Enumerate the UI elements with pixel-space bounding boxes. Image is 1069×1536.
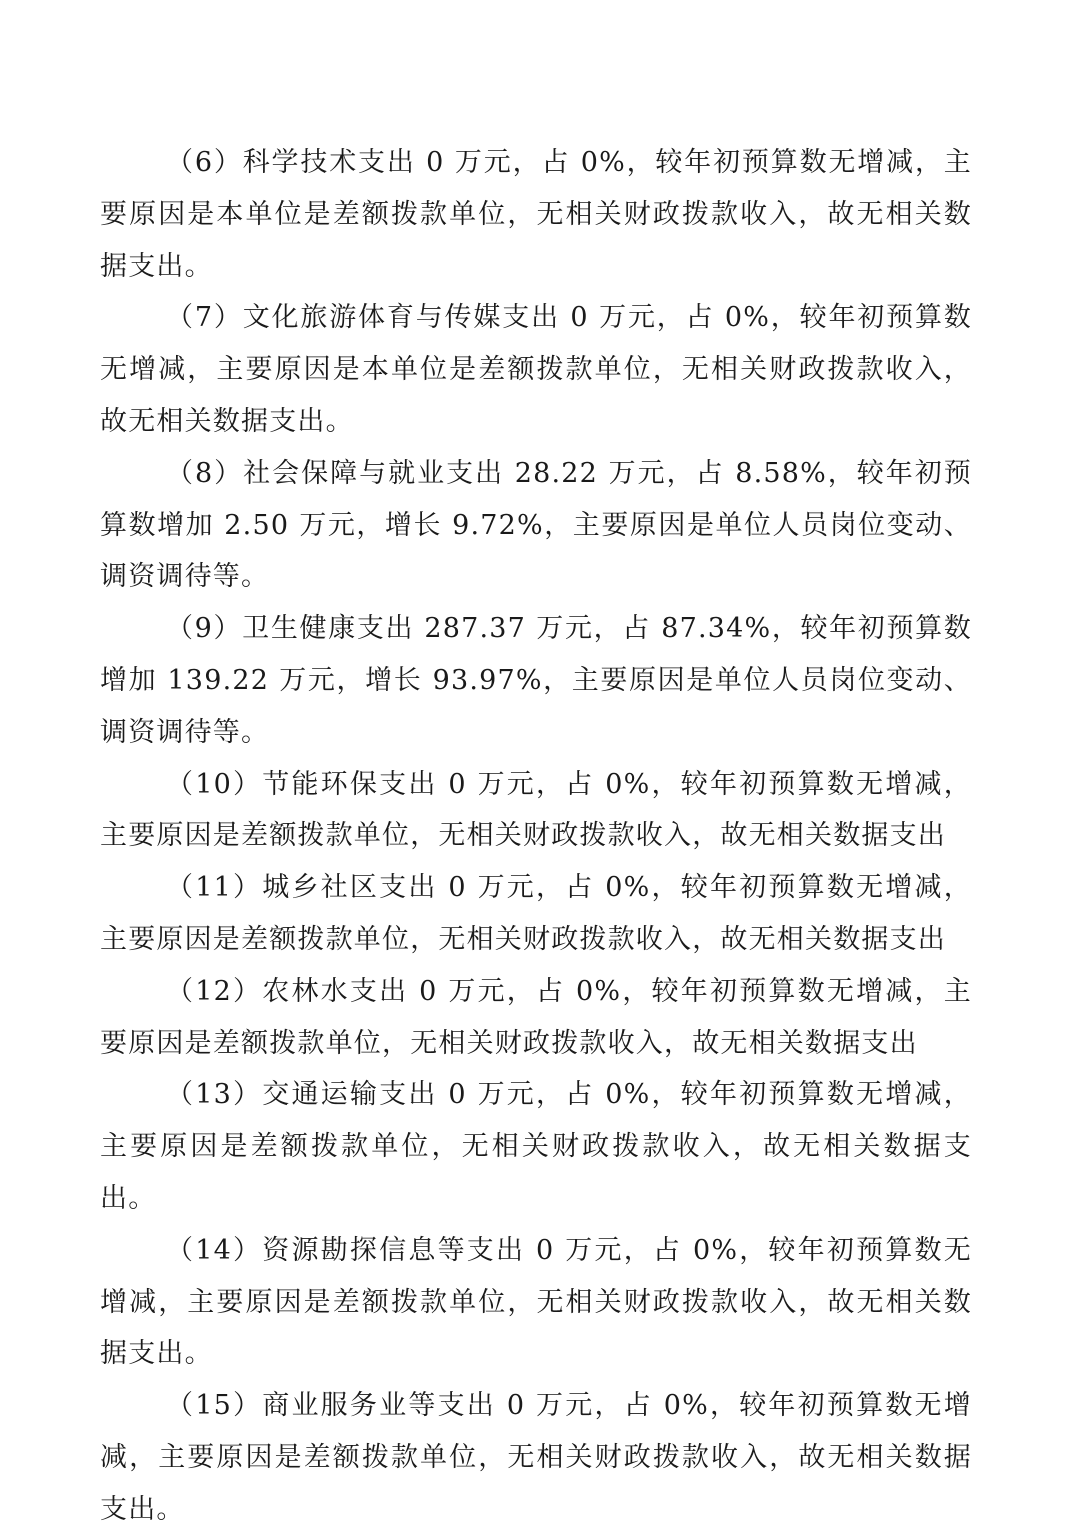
paragraph-resources: （14）资源勘探信息等支出 0 万元，占 0%，较年初预算数无增减，主要原因是差额拨款单位，无相关财政拨款收入，故无相关数据支出。	[100, 1234, 972, 1370]
paragraph-energy-environment: （10）节能环保支出 0 万元，占 0%，较年初预算数无增减，主要原因是差额拨款单位，无相关财政拨款收入，故无相关数据支出	[100, 768, 972, 852]
paragraph-culture-tourism: （7）文化旅游体育与传媒支出 0 万元，占 0%，较年初预算数无增减，主要原因是本单位是差额拨款单位，无相关财政拨款收入，故无相关数据支出。	[100, 302, 972, 437]
paragraph-agriculture: （12）农林水支出 0 万元，占 0%，较年初预算数无增减，主要原因是差额拨款单位，无相关财政拨款收入，故无相关数据支出	[100, 975, 972, 1059]
paragraph-transport: （13）交通运输支出 0 万元，占 0%，较年初预算数无增减，主要原因是差额拨款单位，无相关财政拨款收入，故无相关数据支出。	[100, 1079, 972, 1214]
paragraph-commerce: （15）商业服务业等支出 0 万元，占 0%，较年初预算数无增减，主要原因是差额拨款单位，无相关财政拨款收入，故无相关数据支出。	[100, 1390, 972, 1525]
paragraph-social-security: （8）社会保障与就业支出 28.22 万元，占 8.58%，较年初预算数增加 2.50 万元，增长 9.72%，主要原因是单位人员岗位变动、调资调待等。	[100, 457, 972, 593]
paragraph-science-tech: （6）科学技术支出 0 万元，占 0%，较年初预算数无增减，主要原因是本单位是差额拨款单位，无相关财政拨款收入，故无相关数据支出。	[100, 147, 972, 282]
paragraph-health: （9）卫生健康支出 287.37 万元，占 87.34%，较年初预算数增加 139.22 万元，增长 93.97%，主要原因是单位人员岗位变动、调资调待等。	[100, 613, 972, 748]
document-body	[100, 137, 972, 1536]
paragraph-urban-rural: （11）城乡社区支出 0 万元，占 0%，较年初预算数无增减，主要原因是差额拨款单位，无相关财政拨款收入，故无相关数据支出	[100, 872, 972, 955]
